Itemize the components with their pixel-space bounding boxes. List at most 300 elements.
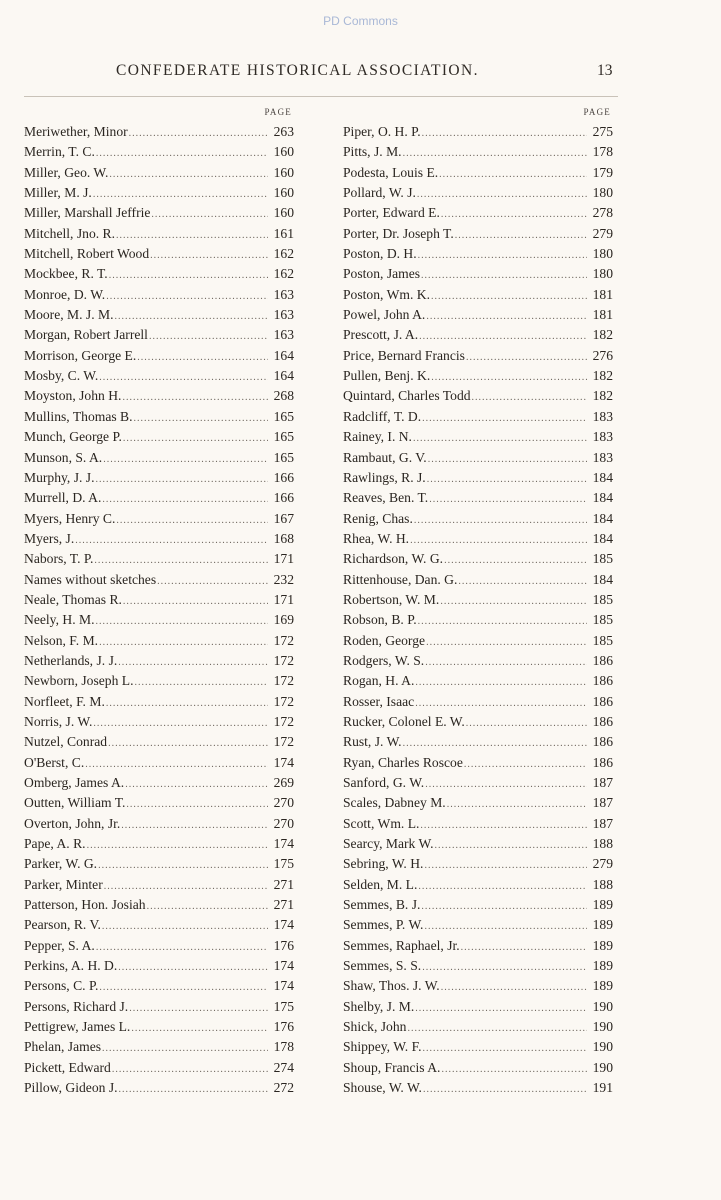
index-entry xyxy=(24,386,294,406)
index-entry xyxy=(343,875,613,895)
entry-page: 172 xyxy=(273,693,294,709)
entry-page: 179 xyxy=(592,164,613,180)
index-entry xyxy=(24,163,294,183)
dot-leader xyxy=(434,836,587,854)
dot-leader xyxy=(135,673,269,691)
entry-name: Shippey, W. F. xyxy=(343,1039,422,1055)
index-entry xyxy=(343,915,613,935)
dot-leader xyxy=(415,999,587,1017)
entry-name: Rosser, Isaac xyxy=(343,693,415,709)
entry-name: Mitchell, Jno. R. xyxy=(24,225,116,241)
dot-leader xyxy=(109,266,268,284)
entry-name: Powel, John A. xyxy=(343,307,426,323)
entry-name: Neely, H. M. xyxy=(24,612,95,628)
index-entry xyxy=(343,386,613,406)
index-entry xyxy=(24,244,294,264)
entry-name: Munch, George P. xyxy=(24,429,122,445)
index-entry xyxy=(343,325,613,345)
entry-name: Sebring, W. H. xyxy=(343,856,424,872)
entry-page: 274 xyxy=(273,1059,294,1075)
entry-page: 188 xyxy=(592,836,613,852)
entry-name: Searcy, Mark W. xyxy=(343,836,434,852)
entry-page: 186 xyxy=(592,734,613,750)
entry-page: 180 xyxy=(592,266,613,282)
entry-name: Semmes, P. W. xyxy=(343,917,424,933)
dot-leader xyxy=(418,877,587,895)
entry-page: 182 xyxy=(592,327,613,343)
entry-name: Rucker, Colonel E. W. xyxy=(343,713,465,729)
entry-page: 185 xyxy=(592,612,613,628)
index-entry xyxy=(343,529,613,549)
page-column-label: PAGE xyxy=(583,107,611,117)
dot-leader xyxy=(118,653,268,671)
entry-name: Persons, C. P. xyxy=(24,978,99,994)
index-entry xyxy=(343,244,613,264)
dot-leader xyxy=(466,348,587,366)
entry-page: 189 xyxy=(592,958,613,974)
entry-page: 174 xyxy=(273,836,294,852)
entry-page: 275 xyxy=(592,124,613,139)
dot-leader xyxy=(422,958,587,976)
entry-name: Moyston, John H. xyxy=(24,388,122,404)
entry-name: Pillow, Gideon J. xyxy=(24,1080,118,1096)
entry-name: Rawlings, R. J. xyxy=(343,469,426,485)
entry-page: 178 xyxy=(273,1039,294,1055)
entry-name: Morgan, Robert Jarrell xyxy=(24,327,148,343)
entry-page: 270 xyxy=(273,815,294,831)
entry-name: Price, Bernard Francis xyxy=(343,347,465,363)
index-entry xyxy=(24,549,294,569)
entry-page: 172 xyxy=(273,673,294,689)
entry-name: Miller, Marshall Jeffrie xyxy=(24,205,151,221)
index-entry xyxy=(24,712,294,732)
entry-name: Mosby, C. W. xyxy=(24,368,99,384)
entry-name: Pitts, J. M. xyxy=(343,144,402,160)
dot-leader xyxy=(421,897,587,915)
entry-page: 186 xyxy=(592,693,613,709)
index-entry xyxy=(24,509,294,529)
dot-leader xyxy=(418,612,587,630)
entry-page: 180 xyxy=(592,185,613,201)
entry-page: 190 xyxy=(592,1039,613,1055)
entry-page: 168 xyxy=(273,530,294,546)
page-number: 13 xyxy=(597,62,613,79)
index-entry xyxy=(343,203,613,223)
index-entry xyxy=(343,895,613,915)
index-entry xyxy=(24,529,294,549)
dot-leader xyxy=(122,388,268,406)
dot-leader xyxy=(116,511,268,529)
header-rule xyxy=(24,96,618,97)
index-entry xyxy=(24,895,294,915)
page-header xyxy=(24,62,624,86)
index-entry xyxy=(24,224,294,244)
index-entry xyxy=(343,834,613,854)
entry-page: 180 xyxy=(592,246,613,262)
entry-name: Norfleet, F. M. xyxy=(24,693,105,709)
dot-leader xyxy=(466,714,587,732)
index-entry xyxy=(343,712,613,732)
entry-name: Neale, Thomas R. xyxy=(24,591,122,607)
index-entry xyxy=(343,407,613,427)
entry-name: Scales, Dabney M. xyxy=(343,795,446,811)
entry-name: Monroe, D. W. xyxy=(24,286,106,302)
entry-page: 166 xyxy=(273,490,294,506)
dot-leader xyxy=(109,165,268,183)
entry-page: 181 xyxy=(592,307,613,323)
entry-page: 187 xyxy=(592,795,613,811)
dot-leader xyxy=(429,490,587,508)
dot-leader xyxy=(99,633,268,651)
entry-page: 167 xyxy=(273,510,294,526)
entry-page: 191 xyxy=(592,1080,613,1096)
entry-page: 271 xyxy=(273,897,294,913)
dot-leader xyxy=(157,572,268,590)
dot-leader xyxy=(123,429,268,447)
dot-leader xyxy=(94,551,268,569)
entry-name: Rust, J. W. xyxy=(343,734,402,750)
entry-name: Rodgers, W. S. xyxy=(343,652,425,668)
entry-page: 184 xyxy=(592,469,613,485)
entry-page: 187 xyxy=(592,775,613,790)
dot-leader xyxy=(93,714,268,732)
dot-leader xyxy=(102,490,268,508)
entry-page: 190 xyxy=(592,1059,613,1075)
entry-page: 270 xyxy=(273,795,294,811)
entry-name: Pullen, Benj. K. xyxy=(343,368,431,384)
entry-name: Pollard, W. J. xyxy=(343,185,416,201)
entry-page: 181 xyxy=(592,286,613,302)
index-entry xyxy=(24,1017,294,1037)
dot-leader xyxy=(464,755,587,773)
dot-leader xyxy=(98,856,268,874)
index-entry xyxy=(343,122,613,142)
entry-page: 271 xyxy=(273,876,294,892)
index-entry xyxy=(24,753,294,773)
entry-page: 174 xyxy=(273,754,294,770)
index-entry xyxy=(343,142,613,162)
index-entry xyxy=(343,793,613,813)
index-column-left xyxy=(24,107,294,1099)
dot-leader xyxy=(116,226,268,244)
entry-page: 174 xyxy=(273,978,294,994)
index-entry xyxy=(24,346,294,366)
entry-page: 232 xyxy=(273,571,294,587)
dot-leader xyxy=(458,572,587,590)
entry-page: 172 xyxy=(273,652,294,668)
index-entry xyxy=(343,448,613,468)
index-entry xyxy=(343,163,613,183)
dot-leader xyxy=(431,287,587,305)
entry-name: Selden, M. L. xyxy=(343,876,418,892)
running-title: CONFEDERATE HISTORICAL ASSOCIATION. xyxy=(116,62,479,79)
entry-name: Myers, Henry C. xyxy=(24,510,116,526)
index-list-right xyxy=(343,122,613,1099)
index-entry xyxy=(24,936,294,956)
entry-page: 183 xyxy=(592,408,613,424)
index-entry xyxy=(343,509,613,529)
dot-leader xyxy=(431,368,587,386)
dot-leader xyxy=(444,551,587,569)
entry-page: 279 xyxy=(592,225,613,241)
entry-name: Rittenhouse, Dan. G. xyxy=(343,571,458,587)
entry-page: 184 xyxy=(592,490,613,506)
entry-page: 172 xyxy=(273,713,294,729)
entry-name: Perkins, A. H. D. xyxy=(24,958,118,974)
dot-leader xyxy=(125,775,268,793)
index-entry xyxy=(24,610,294,630)
entry-name: Newborn, Joseph L. xyxy=(24,673,134,689)
index-entry xyxy=(343,1037,613,1057)
entry-name: Shouse, W. W. xyxy=(343,1080,422,1096)
dot-leader xyxy=(85,755,268,773)
index-entry xyxy=(343,590,613,610)
entry-name: Morrison, George E. xyxy=(24,347,137,363)
index-entry xyxy=(24,488,294,508)
entry-page: 176 xyxy=(273,1019,294,1035)
entry-page: 186 xyxy=(592,713,613,729)
entry-name: Porter, Edward E. xyxy=(343,205,440,221)
dot-leader xyxy=(425,775,587,793)
entry-page: 165 xyxy=(273,429,294,445)
index-entry xyxy=(343,936,613,956)
dot-leader xyxy=(422,1039,587,1057)
dot-leader xyxy=(403,144,587,162)
entry-name: Pape, A. R. xyxy=(24,836,86,852)
index-entry xyxy=(343,427,613,447)
index-entry xyxy=(343,692,613,712)
index-entry xyxy=(343,631,613,651)
index-entry xyxy=(343,753,613,773)
entry-name: Poston, Wm. K. xyxy=(343,286,430,302)
dot-leader xyxy=(118,958,268,976)
index-entry xyxy=(24,915,294,935)
index-entry xyxy=(24,305,294,325)
index-entry xyxy=(24,366,294,386)
dot-leader xyxy=(112,1060,268,1078)
index-entry xyxy=(24,325,294,345)
entry-name: Semmes, B. J. xyxy=(343,897,421,913)
dot-leader xyxy=(414,511,587,529)
entry-name: Persons, Richard J. xyxy=(24,998,129,1014)
entry-page: 164 xyxy=(273,347,294,363)
index-entry xyxy=(343,1017,613,1037)
entry-page: 189 xyxy=(592,978,613,994)
index-entry xyxy=(24,875,294,895)
index-entry xyxy=(24,448,294,468)
dot-leader xyxy=(99,978,268,996)
page-column-label: PAGE xyxy=(264,107,292,117)
index-entry xyxy=(343,183,613,203)
dot-leader xyxy=(95,612,268,630)
index-entry xyxy=(343,224,613,244)
entry-page: 182 xyxy=(592,388,613,404)
entry-page: 161 xyxy=(273,225,294,241)
dot-leader xyxy=(123,592,268,610)
entry-page: 184 xyxy=(592,530,613,546)
entry-name: Semmes, Raphael, Jr. xyxy=(343,937,460,953)
entry-page: 171 xyxy=(273,591,294,607)
index-entry xyxy=(24,427,294,447)
entry-page: 183 xyxy=(592,449,613,465)
index-entry xyxy=(343,976,613,996)
index-entry xyxy=(24,264,294,284)
entry-page: 186 xyxy=(592,652,613,668)
entry-name: Miller, M. J. xyxy=(24,185,92,201)
entry-name: Omberg, James A. xyxy=(24,775,125,790)
dot-leader xyxy=(441,1060,587,1078)
entry-name: Mitchell, Robert Wood xyxy=(24,246,150,262)
entry-page: 185 xyxy=(592,632,613,648)
dot-leader xyxy=(407,1019,587,1037)
index-entry xyxy=(24,142,294,162)
dot-leader xyxy=(413,429,587,447)
entry-name: Murrell, D. A. xyxy=(24,490,102,506)
dot-leader xyxy=(126,795,268,813)
dot-leader xyxy=(439,165,587,183)
entry-name: Rambaut, G. V. xyxy=(343,449,427,465)
entry-name: Murphy, J. J. xyxy=(24,469,95,485)
entry-name: Nutzel, Conrad xyxy=(24,734,108,750)
entry-page: 189 xyxy=(592,897,613,913)
entry-page: 184 xyxy=(592,571,613,587)
index-entry xyxy=(24,468,294,488)
index-entry xyxy=(343,854,613,874)
entry-name: Overton, John, Jr. xyxy=(24,815,121,831)
entry-name: Roden, George xyxy=(343,632,426,648)
dot-leader xyxy=(447,795,587,813)
entry-page: 163 xyxy=(273,307,294,323)
dot-leader xyxy=(131,1019,268,1037)
dot-leader xyxy=(422,124,587,142)
entry-page: 187 xyxy=(592,815,613,831)
entry-name: Netherlands, J. J. xyxy=(24,652,118,668)
entry-page: 163 xyxy=(273,327,294,343)
index-entry xyxy=(24,651,294,671)
dot-leader xyxy=(106,287,268,305)
dot-leader xyxy=(108,734,268,752)
entry-page: 166 xyxy=(273,469,294,485)
entry-name: Patterson, Hon. Josiah xyxy=(24,897,146,913)
entry-page: 190 xyxy=(592,1019,613,1035)
entry-name: Names without sketches xyxy=(24,571,157,587)
dot-leader xyxy=(426,307,587,325)
index-entry xyxy=(24,203,294,223)
index-entry xyxy=(24,183,294,203)
entry-page: 183 xyxy=(592,429,613,445)
dot-leader xyxy=(428,450,587,468)
dot-leader xyxy=(102,1039,268,1057)
entry-name: Rainey, I. N. xyxy=(343,429,412,445)
entry-page: 186 xyxy=(592,673,613,689)
dot-leader xyxy=(422,409,587,427)
dot-leader xyxy=(472,388,587,406)
entry-name: Rhea, W. H. xyxy=(343,530,410,546)
entry-page: 172 xyxy=(273,632,294,648)
entry-name: Norris, J. W. xyxy=(24,713,93,729)
entry-name: Podesta, Louis E. xyxy=(343,164,439,180)
index-list-left xyxy=(24,122,294,1099)
entry-name: Munson, S. A. xyxy=(24,449,103,465)
entry-name: Nelson, F. M. xyxy=(24,632,99,648)
entry-name: Quintard, Charles Todd xyxy=(343,388,471,404)
entry-name: Poston, D. H. xyxy=(343,246,417,262)
entry-page: 272 xyxy=(273,1080,294,1096)
index-entry xyxy=(24,854,294,874)
index-entry xyxy=(343,346,613,366)
index-entry xyxy=(24,997,294,1017)
entry-name: Ryan, Charles Roscoe xyxy=(343,754,463,770)
entry-page: 189 xyxy=(592,937,613,953)
dot-leader xyxy=(119,1080,268,1098)
entry-name: O'Berst, C. xyxy=(24,754,85,770)
dot-leader xyxy=(96,470,269,488)
entry-page: 268 xyxy=(273,388,294,404)
index-entry xyxy=(343,671,613,691)
dot-leader xyxy=(410,531,587,549)
index-entry xyxy=(343,305,613,325)
entry-name: Porter, Dr. Joseph T. xyxy=(343,225,454,241)
entry-name: Rogan, H. A. xyxy=(343,673,415,689)
index-entry xyxy=(343,570,613,590)
entry-name: Semmes, S. S. xyxy=(343,958,422,974)
dot-leader xyxy=(441,205,587,223)
watermark-text: PD Commons xyxy=(323,14,398,28)
index-entry xyxy=(24,976,294,996)
index-entry xyxy=(24,834,294,854)
entry-name: Mockbee, R. T. xyxy=(24,266,108,282)
entry-name: Myers, J. xyxy=(24,530,75,546)
entry-name: Prescott, J. A. xyxy=(343,327,419,343)
entry-name: Miller, Geo. W. xyxy=(24,164,109,180)
dot-leader xyxy=(427,470,587,488)
dot-leader xyxy=(415,673,587,691)
dot-leader xyxy=(149,327,268,345)
entry-name: Robson, B. P. xyxy=(343,612,417,628)
entry-page: 182 xyxy=(592,368,613,384)
index-entry xyxy=(24,956,294,976)
index-entry xyxy=(343,488,613,508)
entry-name: Moore, M. J. M. xyxy=(24,307,114,323)
entry-page: 269 xyxy=(273,775,294,790)
entry-name: Poston, James xyxy=(343,266,421,282)
entry-page: 171 xyxy=(273,551,294,567)
index-entry xyxy=(343,997,613,1017)
index-entry xyxy=(24,814,294,834)
dot-leader xyxy=(419,327,587,345)
dot-leader xyxy=(147,897,268,915)
entry-name: Shoup, Francis A. xyxy=(343,1059,441,1075)
entry-page: 263 xyxy=(273,124,294,139)
dot-leader xyxy=(99,368,268,386)
entry-page: 160 xyxy=(273,205,294,221)
index-entry xyxy=(24,1058,294,1078)
entry-name: Sanford, G. W. xyxy=(343,775,425,790)
index-entry xyxy=(343,366,613,386)
index-entry xyxy=(343,814,613,834)
entry-page: 160 xyxy=(273,144,294,160)
dot-leader xyxy=(440,592,587,610)
entry-page: 169 xyxy=(273,612,294,628)
index-entry xyxy=(343,1078,613,1098)
index-column-right xyxy=(343,107,613,1099)
index-entry xyxy=(24,631,294,651)
entry-page: 165 xyxy=(273,408,294,424)
entry-page: 162 xyxy=(273,246,294,262)
dot-leader xyxy=(103,450,268,468)
index-entry xyxy=(24,285,294,305)
dot-leader xyxy=(420,816,587,834)
